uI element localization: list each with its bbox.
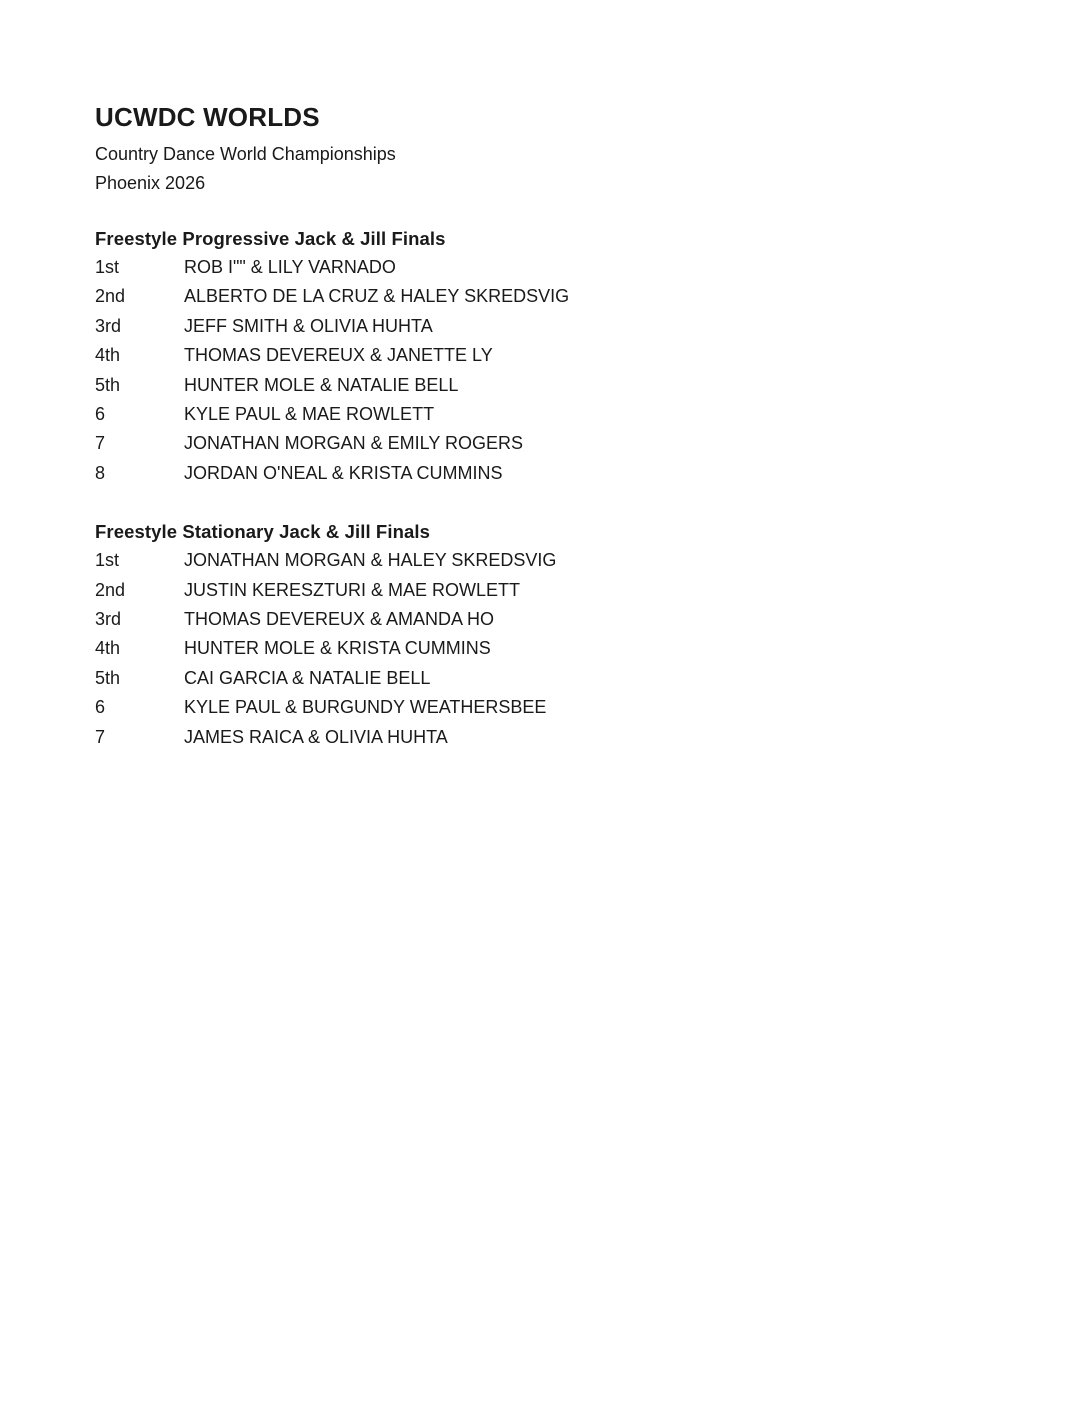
section-rows — [95, 253, 995, 488]
names-cell: JUSTIN KERESZTURI & MAE ROWLETT — [184, 579, 521, 600]
names-cell: CAI GARCIA & NATALIE BELL — [184, 667, 431, 688]
result-row — [95, 429, 995, 458]
document-location: Phoenix 2026 — [95, 173, 206, 193]
names-cell: HUNTER MOLE & KRISTA CUMMINS — [184, 638, 491, 659]
result-row — [95, 312, 995, 341]
result-row — [95, 371, 995, 400]
results-section — [95, 517, 995, 752]
names-cell: JORDAN O'NEAL & KRISTA CUMMINS — [184, 462, 503, 483]
place-cell: 3rd — [95, 609, 122, 630]
place-cell: 2nd — [95, 579, 126, 600]
names-cell: KYLE PAUL & MAE ROWLETT — [184, 404, 435, 425]
place-cell: 8 — [95, 462, 106, 483]
result-row — [95, 400, 995, 429]
result-row — [95, 341, 995, 370]
section-heading: Freestyle Stationary Jack & Jill Finals — [95, 521, 430, 543]
result-row — [95, 664, 995, 693]
names-cell: ALBERTO DE LA CRUZ & HALEY SKREDSVIG — [184, 286, 570, 307]
place-cell: 4th — [95, 345, 121, 366]
names-cell: JEFF SMITH & OLIVIA HUHTA — [184, 315, 433, 336]
section-heading: Freestyle Progressive Jack & Jill Finals — [95, 228, 446, 249]
place-cell: 5th — [95, 374, 121, 395]
names-cell: HUNTER MOLE & NATALIE BELL — [184, 374, 459, 395]
result-row — [95, 546, 995, 575]
place-cell: 7 — [95, 433, 106, 454]
result-row — [95, 723, 995, 752]
place-cell: 7 — [95, 726, 106, 747]
names-cell: JAMES RAICA & OLIVIA HUHTA — [184, 726, 448, 747]
names-cell: JONATHAN MORGAN & EMILY ROGERS — [184, 433, 524, 454]
names-cell: THOMAS DEVEREUX & AMANDA HO — [184, 609, 495, 630]
result-row — [95, 605, 995, 634]
document-subtitle: Country Dance World Championships — [95, 144, 396, 164]
place-cell: 6 — [95, 697, 106, 718]
section-rows — [95, 546, 995, 752]
place-cell: 2nd — [95, 286, 126, 307]
result-row — [95, 282, 995, 311]
place-cell: 4th — [95, 638, 121, 659]
document-title: UCWDC WORLDS — [95, 102, 320, 132]
result-row — [95, 634, 995, 663]
result-row — [95, 693, 995, 722]
result-row — [95, 459, 995, 488]
names-cell: KYLE PAUL & BURGUNDY WEATHERSBEE — [184, 697, 547, 718]
place-cell: 1st — [95, 257, 120, 277]
place-cell: 3rd — [95, 315, 122, 336]
place-cell: 1st — [95, 550, 120, 571]
names-cell: JONATHAN MORGAN & HALEY SKREDSVIG — [184, 550, 557, 571]
results-section — [95, 224, 995, 488]
result-row — [95, 253, 995, 282]
names-cell: THOMAS DEVEREUX & JANETTE LY — [184, 345, 493, 366]
place-cell: 5th — [95, 667, 121, 688]
document-content — [95, 100, 995, 752]
place-cell: 6 — [95, 404, 106, 425]
results-sections — [95, 224, 995, 752]
result-row — [95, 576, 995, 605]
names-cell: ROB I"" & LILY VARNADO — [184, 257, 396, 277]
